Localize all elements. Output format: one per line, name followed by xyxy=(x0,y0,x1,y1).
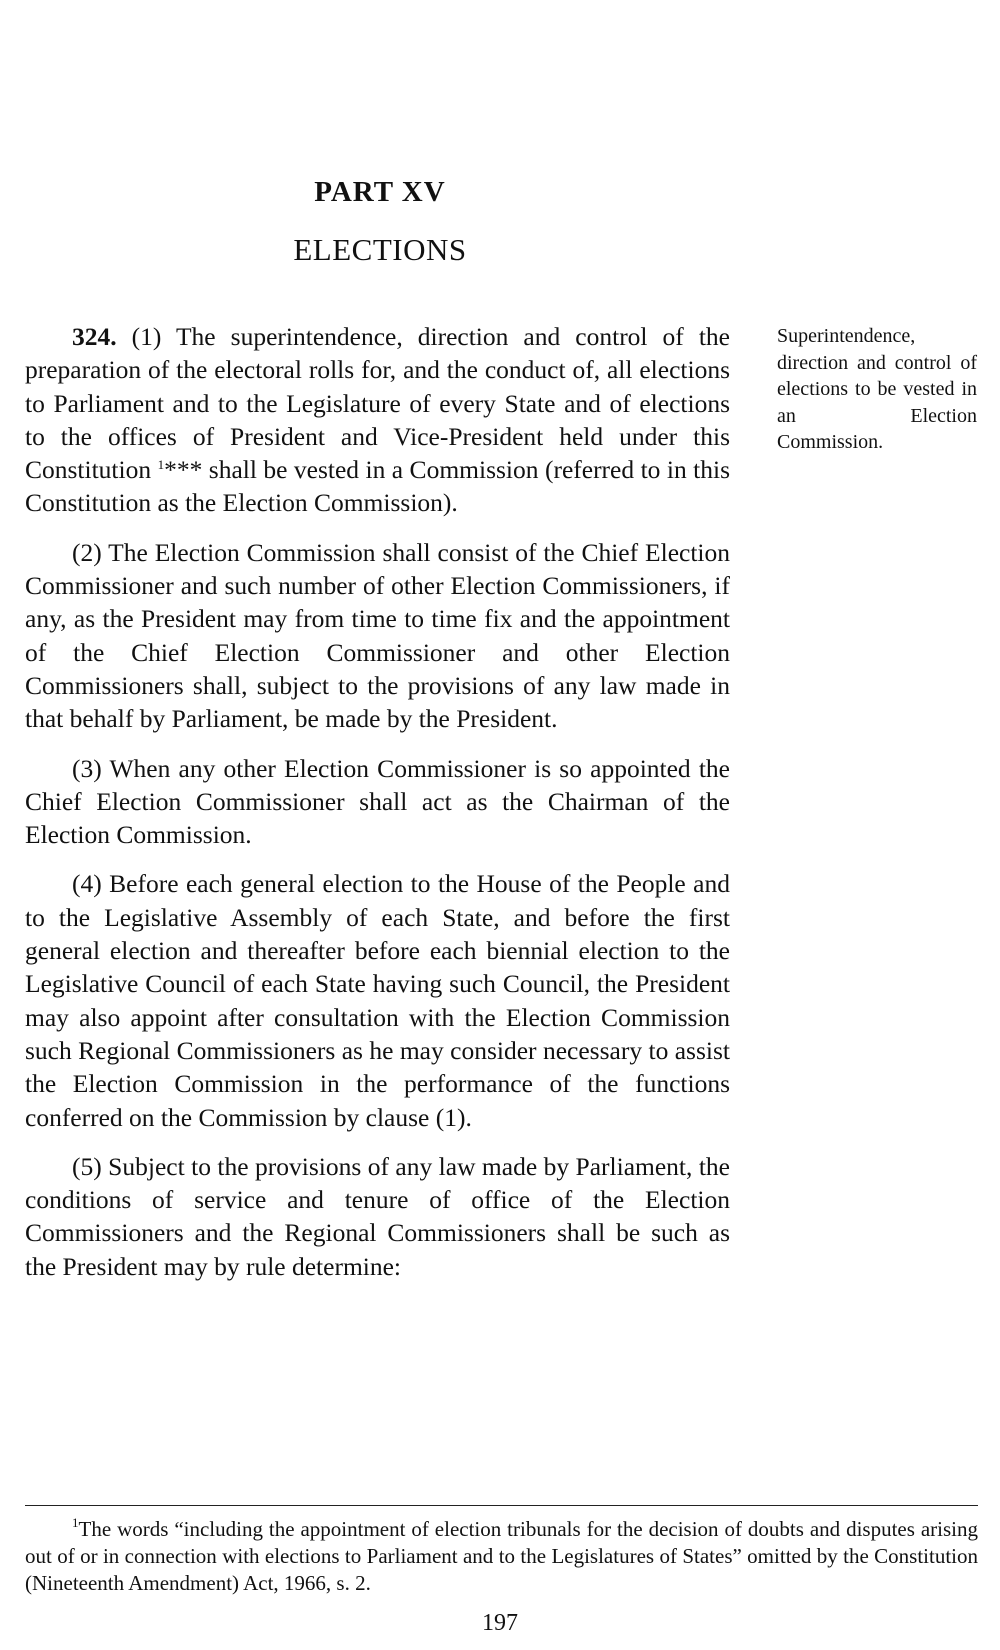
clause-1-text-continued: *** shall be vested in a Commission (referred to in this Constitution as the Election Commission). xyxy=(25,455,730,518)
article-body xyxy=(25,320,730,1299)
clause-4: (4) Before each general election to the House of the People and to the Legislative Assembly of each State, and before the first general election and thereafter before each biennial election to the Legislative Council of each State having such Council, the President may also appoint after consultation with the Election Commission such Regional Commissioners as he may consider necessary to assist the Election Commission in the performance of the functions conferred on the Commission by clause (1). xyxy=(25,869,730,1132)
footnote-text: The words “including the appointment of election tribunals for the decision of doubts and disputes arising out of or in connection with elections to Parliament and to the Legislatures of States” omitted by the Constitution (Nineteenth Amendment) Act, 1966, s. 2. xyxy=(25,1517,978,1595)
clause-3: (3) When any other Election Commissioner is so appointed the Chief Election Commissioner shall act as the Chairman of the Election Commission. xyxy=(25,753,730,850)
footnote-reference: 1 xyxy=(157,457,165,473)
marginal-note: Superintendence, direction and control of elections to be vested in an Election Commission. xyxy=(777,325,977,453)
page-number: 197 xyxy=(482,1610,518,1636)
part-heading: PART XV xyxy=(314,176,446,208)
footnote-text-block xyxy=(25,1516,978,1597)
article-number: 324. xyxy=(72,322,117,351)
clause-1-text: (1) The superintendence, direction and control of the preparation of the electoral rolls for, and the conduct of, all elections to Parliament and to the Legislature of every State and of elections to the offices of President and Vice-President held under this Constitution xyxy=(25,322,730,485)
footnote-marker: 1 xyxy=(72,1515,79,1530)
footnote-divider xyxy=(25,1505,978,1506)
part-title: ELECTIONS xyxy=(293,232,467,267)
clause-5: (5) Subject to the provisions of any law made by Parliament, the conditions of service and tenure of office of the Election Commissioners and the Regional Commissioners shall be such as the President may by rule determine: xyxy=(25,1151,730,1281)
footnote xyxy=(25,1516,978,1597)
clause-1 xyxy=(25,320,730,520)
clause-2: (2) The Election Commission shall consist of the Chief Election Commissioner and such number of other Election Commissioners, if any, as the President may from time to time fix and the appointment of the Chief Election Commissioner and other Election Commissioners shall, subject to the provisions of any law made in that behalf by Parliament, be made by the President. xyxy=(25,537,730,734)
